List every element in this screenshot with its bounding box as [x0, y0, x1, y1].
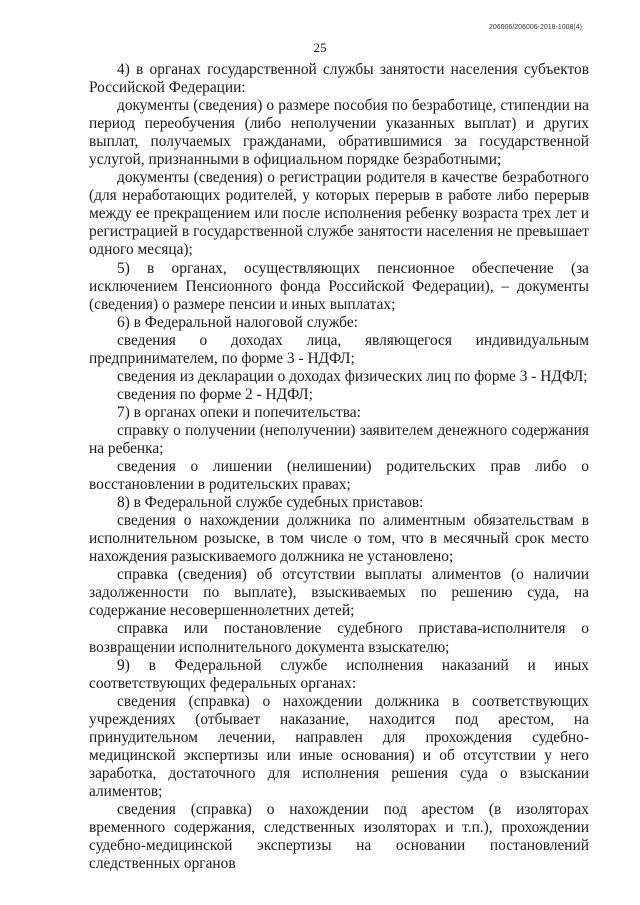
- paragraph: 6) в Федеральной налоговой службе:: [117, 313, 358, 331]
- paragraph: сведения из декларации о доходах физических лиц по форме 3 - НДФЛ;: [117, 367, 588, 385]
- paragraph: 5) в органах, осуществляющих пенсионное обеспечение (за исключением Пенсионного фонда Российской Федерации), – документы (сведения) о размере пенсии и иных выплатах;: [89, 259, 589, 313]
- document-body: [89, 61, 589, 873]
- paragraph: сведения (справка) о нахождении должника в соответствующих учреждениях (отбывает наказание, находится под арестом, на принудительном лечении, направлен для прохождения судебно-медицинской экспертизы или иные основания) и об отсутствии у него заработка, достаточного для исполнения решения суда о взыскании алиментов;: [89, 692, 589, 800]
- paragraph: сведения о лишении (нелишении) родительских прав либо о восстановлении в родительских правах;: [89, 458, 589, 494]
- document-id: 206006/206006-2018-1008(4): [488, 24, 582, 31]
- paragraph: 7) в органах опеки и попечительства:: [117, 403, 361, 421]
- page-number: 25: [313, 40, 327, 55]
- paragraph: справка (сведения) об отсутствии выплаты алиментов (о наличии задолженности по выплате), взыскиваемых по решению суда, на содержание несовершеннолетних детей;: [89, 566, 589, 620]
- paragraph: сведения по форме 2 - НДФЛ;: [117, 385, 313, 403]
- paragraph: справку о получении (неполучении) заявителем денежного содержания на ребенка;: [89, 421, 589, 457]
- paragraph: документы (сведения) о размере пособия по безработице, стипендии на период переобучения (либо неполучении указанных выплат) и других выплат, получаемых гражданами, обратившимися за государственной услугой, признанными в официальном порядке безработными;: [89, 97, 589, 169]
- paragraph: 8) в Федеральной службе судебных приставов:: [117, 494, 424, 512]
- paragraph: сведения о нахождении должника по алиментным обязательствам в исполнительном розыске, в том числе о том, что в месячный срок место нахождения разыскиваемого должника не установлено;: [89, 512, 589, 566]
- paragraph: справка или постановление судебного пристава-исполнителя о возвращении исполнительного документа взыскателю;: [89, 620, 589, 656]
- paragraph: сведения о доходах лица, являющегося индивидуальным предпринимателем, по форме 3 - НДФЛ;: [89, 331, 589, 367]
- paragraph: 4) в органах государственной службы занятости населения субъектов Российской Федерации:: [89, 61, 589, 97]
- paragraph: сведения (справка) о нахождении под арестом (в изоляторах временного содержания, следственных изоляторах и т.п.), прохождении судебно-медицинской экспертизы на основании постановлений следственных органов: [89, 800, 589, 873]
- paragraph: документы (сведения) о регистрации родителя в качестве безработного (для неработающих родителей, у которых перерыв в работе либо перерыв между ее прекращением или после исполнения ребенку возраста трех лет и регистрацией в государственной службе занятости населения не превышает одного месяца);: [89, 169, 589, 259]
- paragraph: 9) в Федеральной службе исполнения наказаний и иных соответствующих федеральных органах:: [89, 656, 589, 692]
